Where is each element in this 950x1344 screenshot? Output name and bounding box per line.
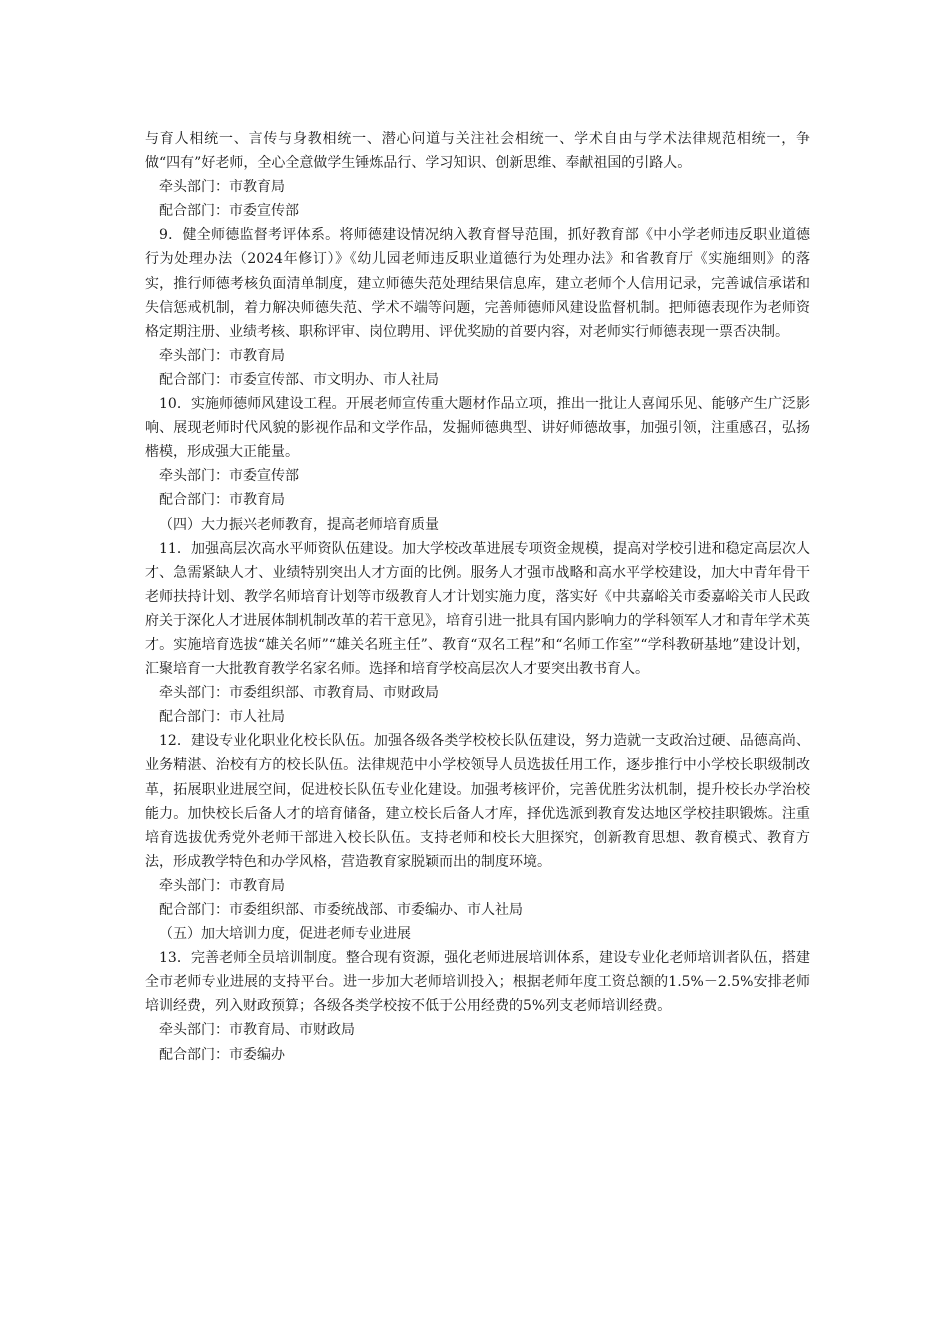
supporting-department: 配合部门：市委组织部、市委统战部、市委编办、市人社局 — [159, 902, 523, 918]
lead-department: 牵头部门：市教育局、市财政局 — [159, 1022, 355, 1039]
supporting-department: 配合部门：市委宣传部 — [159, 203, 299, 220]
lead-department: 牵头部门：市委宣传部 — [159, 468, 299, 485]
lead-department: 牵头部门：市教育局 — [159, 877, 285, 894]
paragraph-continuation: 与育人相统一、言传与身教相统一、潜心问道与关注社会相统一、学术自由与学术法律规范相统一，争做“四有”好老师，全心全意做学生锤炼品行、学习知识、创新思维、奉献祖国的引路人。 — [145, 131, 810, 172]
section-heading-4: （四）大力振兴老师教育，提高老师培育质量 — [159, 516, 439, 533]
supporting-department: 配合部门：市教育局 — [159, 492, 285, 509]
item-13-paragraph: 13．完善老师全员培训制度。整合现有资源，强化老师进展培训体系，建设专业化老师培训者队伍，搭建全市老师专业进展的支持平台。进一步加大老师培训投入；根据老师年度工资总额的1.5%－2.5%安排老师培训经费，列入财政预算；各级各类学校按不低于公用经费的5%列支老师培训经费。 — [145, 950, 810, 1015]
lead-department: 牵头部门：市委组织部、市教育局、市财政局 — [159, 685, 439, 702]
supporting-department: 配合部门：市委编办 — [159, 1046, 285, 1063]
item-9-paragraph: 9．健全师德监督考评体系。将师德建设情况纳入教育督导范围，抓好教育部《中小学老师违反职业道德行为处理办法（2024年修订）》《幼儿园老师违反职业道德行为处理办法》和省教育厅《实施细则》的落实，推行师德考核负面清单制度，建立师德失范处理结果信息库，建立老师个人信用记录，完善诚信承诺和失信惩戒机制，着力解决师德失范、学术不端等问题，完善师德师风建设监督机制。把师德表现作为老师资格定期注册、业绩考核、职称评审、岗位聘用、评优奖励的首要内容，对老师实行师德表现一票否决制。 — [145, 227, 810, 340]
supporting-department: 配合部门：市委宣传部、市文明办、市人社局 — [159, 371, 439, 388]
lead-department: 牵头部门：市教育局 — [159, 179, 285, 196]
item-11-paragraph: 11．加强高层次高水平师资队伍建设。加大学校改革进展专项资金规模，提高对学校引进和稳定高层次人才、急需紧缺人才、业绩特别突出人才方面的比例。服务人才强市战略和高水平学校建设，加大中青年骨干老师扶持计划、教学名师培育计划等市级教育人才计划实施力度，落实好《中共嘉峪关市委嘉峪关市人民政府关于深化人才进展体制机制改革的若干意见》，培育引进一批具有国内影响力的学科领军人才和青年学术英才。实施培育选拔“雄关名师”“雄关名班主任”、教育“双名工程”和“名师工作室”“学科教研基地”建设计划，汇聚培育一大批教育教学名家名师。选择和培育学校高层次人才要突出教书育人。 — [145, 540, 810, 678]
item-10-paragraph: 10．实施师德师风建设工程。开展老师宣传重大题材作品立项，推出一批让人喜闻乐见、能够产生广泛影响、展现老师时代风貌的影视作品和文学作品，发掘师德典型、讲好师德故事，加强引领，注重感召，弘扬楷模，形成强大正能量。 — [145, 396, 810, 461]
lead-department: 牵头部门：市教育局 — [159, 347, 285, 364]
document-body — [145, 127, 810, 1067]
supporting-department: 配合部门：市人社局 — [159, 709, 285, 726]
section-heading-5: （五）加大培训力度，促进老师专业进展 — [159, 926, 411, 943]
item-12-paragraph: 12．建设专业化职业化校长队伍。加强各级各类学校校长队伍建设，努力造就一支政治过硬、品德高尚、业务精湛、治校有方的校长队伍。法律规范中小学校领导人员选拔任用工作，逐步推行中小学校长职级制改革，拓展职业进展空间，促进校长队伍专业化建设。加强考核评价，完善优胜劣汰机制，提升校长办学治校能力。加快校长后备人才的培育储备，建立校长后备人才库，择优选派到教育发达地区学校挂职锻炼。注重培育选拔优秀党外老师干部进入校长队伍。支持老师和校长大胆探究，创新教育思想、教育模式、教育方法，形成教学特色和办学风格，营造教育家脱颖而出的制度环境。 — [145, 733, 810, 870]
